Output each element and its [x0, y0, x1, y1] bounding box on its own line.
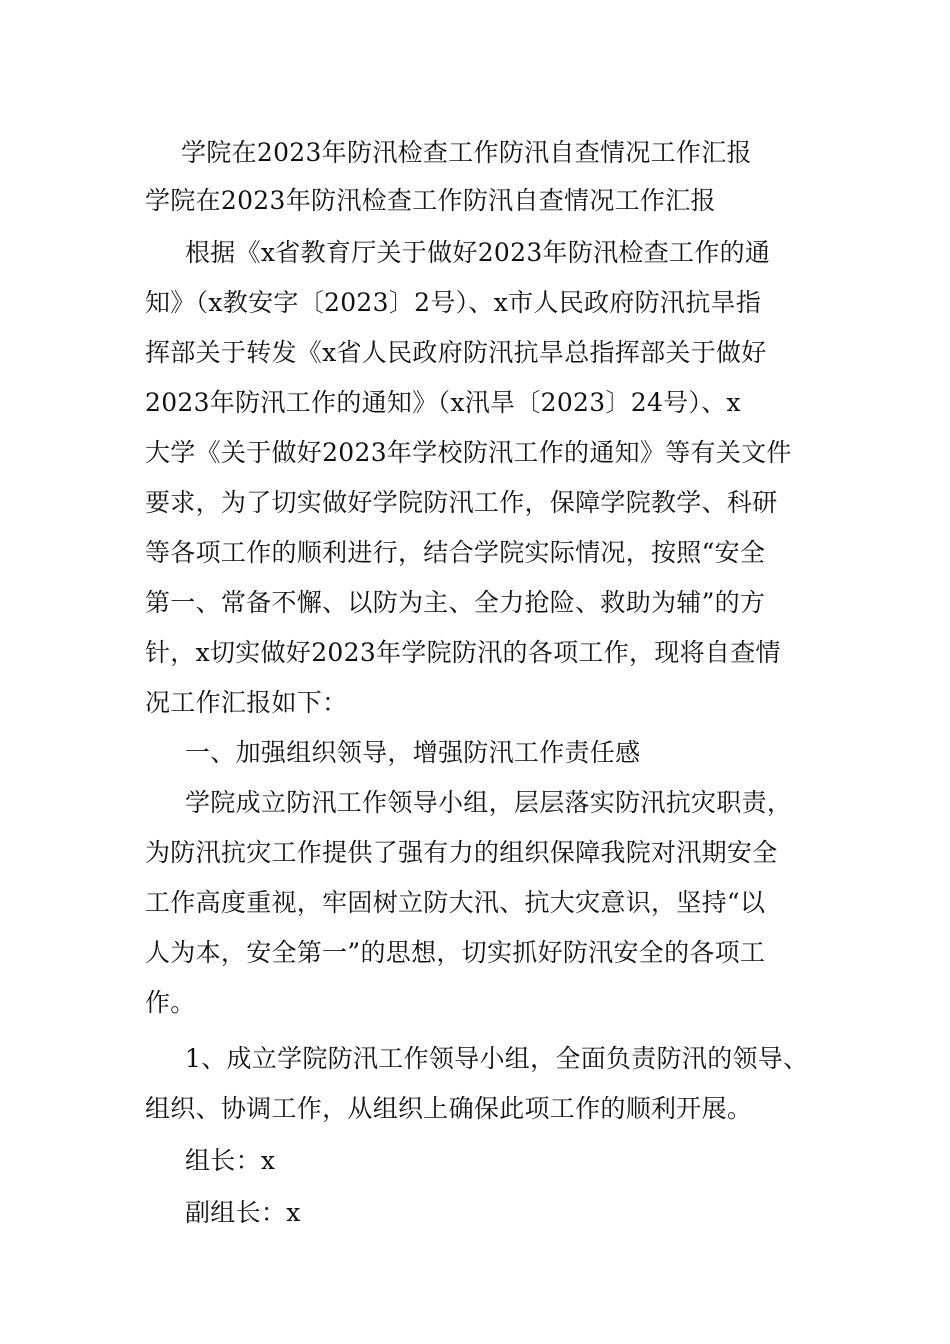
- intro-line: 2023年防汛工作的通知》（x汛旱〔2023〕24号）、x: [145, 388, 741, 417]
- item1-line: 1、成立学院防汛工作领导小组，全面负责防汛的领导、: [185, 1044, 809, 1073]
- section1-line: 工作高度重视，牢固树立防大汛、抗大灾意识，坚持“以: [145, 888, 766, 917]
- document-title: 学院在2023年防汛检查工作防汛自查情况工作汇报: [181, 138, 752, 167]
- intro-line: 况工作汇报如下：: [145, 688, 348, 717]
- document-subtitle: 学院在2023年防汛检查工作防汛自查情况工作汇报: [145, 186, 716, 215]
- intro-line: 根据《x省教育厅关于做好2023年防汛检查工作的通: [185, 238, 771, 267]
- intro-line: 针，x切实做好2023年学院防汛的各项工作，现将自查情: [145, 638, 781, 667]
- item1-paragraph: [145, 1034, 813, 1134]
- section1-line: 作。: [145, 988, 196, 1017]
- section1-line: 学院成立防汛工作领导小组，层层落实防汛抗灾职责，: [185, 788, 793, 817]
- section1-paragraph: [145, 778, 813, 1028]
- intro-line: 第一、常备不懈、以防为主、全力抢险、救助为辅”的方: [145, 588, 766, 617]
- intro-line: 等各项工作的顺利进行，结合学院实际情况，按照“安全: [145, 538, 766, 567]
- intro-paragraph: [145, 228, 813, 728]
- intro-line: 要求，为了切实做好学院防汛工作，保障学院教学、科研: [145, 488, 778, 517]
- document-body: [145, 128, 813, 1238]
- intro-line: 知》（x教安字〔2023〕2号）、x市人民政府防汛抗旱指: [145, 288, 762, 317]
- deputy-leader-line: 副组长：x: [185, 1198, 301, 1227]
- item1-line: 组织、协调工作，从组织上确保此项工作的顺利开展。: [145, 1094, 753, 1123]
- section1-line: 为防汛抗灾工作提供了强有力的组织保障我院对汛期安全: [145, 838, 778, 867]
- leader-line: 组长：x: [185, 1146, 276, 1175]
- section1-line: 人为本，安全第一”的思想，切实抓好防汛安全的各项工: [145, 938, 766, 967]
- section1-heading: 一、加强组织领导，增强防汛工作责任感: [185, 738, 641, 767]
- intro-line: 大学《关于做好2023年学校防汛工作的通知》等有关文件: [145, 438, 792, 467]
- intro-line: 挥部关于转发《x省人民政府防汛抗旱总指挥部关于做好: [145, 338, 767, 367]
